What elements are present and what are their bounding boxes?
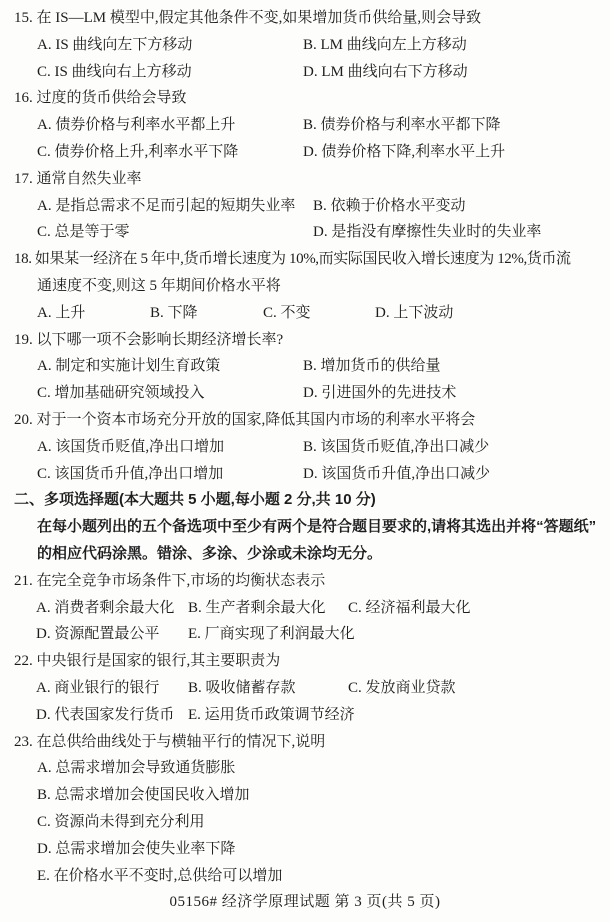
- question-17-options-row-2: [0, 219, 610, 246]
- page-footer: 05156# 经济学原理试题 第 3 页(共 5 页): [169, 894, 441, 911]
- section-2-title: 二、多项选择题(本大题共 5 小题,每小题 2 分,共 10 分): [14, 491, 376, 509]
- question-22-option-e: E. 运用货币政策调节经济: [188, 706, 355, 723]
- question-20-option-a: A. 该国货币贬值,净出口增加: [37, 438, 225, 455]
- question-22-options-row-1: [0, 675, 610, 702]
- question-21-options-row-1: [0, 595, 610, 622]
- question-17-option-b: B. 依赖于价格水平变动: [313, 197, 466, 214]
- question-18-option-c: C. 不变: [263, 304, 311, 321]
- question-20-options-row-2: [0, 461, 610, 488]
- question-22-option-c: C. 发放商业贷款: [348, 679, 456, 696]
- question-16-option-a: A. 债券价格与利率水平都上升: [37, 117, 236, 134]
- question-17-option-a: A. 是指总需求不足而引起的短期失业率: [37, 197, 296, 214]
- question-19-option-d: D. 引进国外的先进技术: [303, 385, 457, 402]
- question-16-option-b: B. 债券价格与利率水平都下降: [303, 117, 501, 134]
- question-21-stem: 21. 在完全竞争市场条件下,市场的均衡状态表示: [14, 572, 326, 589]
- question-15-stem: 15. 在 IS—LM 模型中,假定其他条件不变,如果增加货币供给量,则会导致: [14, 10, 482, 26]
- question-21-option-b: B. 生产者剩余最大化: [188, 599, 326, 616]
- question-15-option-a: A. IS 曲线向左下方移动: [37, 36, 193, 53]
- question-18-stem-line-2: 通速度不变,则这 5 年期间价格水平将: [37, 277, 281, 294]
- section-2-instruction-line-2: 的相应代码涂黑。错涂、多涂、少涂或未涂均无分。: [37, 544, 383, 562]
- section-2-instruction-line-1: 在每小题列出的五个备选项中至少有两个是符合题目要求的,请将其选出并将“答题纸”: [37, 518, 597, 536]
- question-20-options-row-1: [0, 434, 610, 461]
- question-17-options-row-1: [0, 193, 610, 220]
- question-18-options-row: [0, 300, 610, 327]
- question-18-stem-line-1: 18. 如果某一经济在 5 年中,货币增长速度为 10%,而实际国民收入增长速度为 12%,货币流: [14, 251, 571, 268]
- question-21-options-row-2: [0, 621, 610, 648]
- question-15-option-b: B. LM 曲线向左上方移动: [303, 36, 467, 53]
- question-23-option-e: E. 在价格水平不变时,总供给可以增加: [37, 867, 283, 884]
- question-19-option-c: C. 增加基础研究领域投入: [37, 385, 205, 402]
- question-15-option-d: D. LM 曲线向右下方移动: [303, 63, 468, 80]
- question-17-stem: 17. 通常自然失业率: [14, 170, 142, 187]
- question-19-options-row-1: [0, 353, 610, 380]
- question-21-option-c: C. 经济福利最大化: [348, 599, 471, 616]
- question-15-options-row-2: [0, 59, 610, 86]
- question-15-options-row-1: [0, 32, 610, 59]
- question-19-stem: 19. 以下哪一项不会影响长期经济增长率?: [14, 331, 284, 348]
- question-16-option-d: D. 债券价格下降,利率水平上升: [303, 143, 506, 160]
- question-15-option-c: C. IS 曲线向右上方移动: [37, 63, 192, 80]
- question-20-option-b: B. 该国货币贬值,净出口减少: [303, 438, 490, 455]
- question-19-option-b: B. 增加货币的供给量: [303, 358, 441, 375]
- question-17-option-c: C. 总是等于零: [37, 224, 130, 241]
- question-19-option-a: A. 制定和实施计划生育政策: [37, 358, 221, 375]
- question-22-stem: 22. 中央银行是国家的银行,其主要职责为: [14, 653, 281, 670]
- question-16-options-row-1: [0, 112, 610, 139]
- question-20-option-c: C. 该国货币升值,净出口增加: [37, 465, 224, 482]
- question-18-option-b: B. 下降: [150, 304, 198, 321]
- question-21-option-a: A. 消费者剩余最大化: [36, 599, 175, 616]
- question-23-option-d: D. 总需求增加会使失业率下降: [37, 840, 236, 857]
- question-22-option-d: D. 代表国家发行货币: [36, 706, 175, 723]
- question-22-options-row-2: [0, 702, 610, 729]
- question-17-option-d: D. 是指没有摩擦性失业时的失业率: [313, 224, 542, 241]
- question-23-option-b: B. 总需求增加会使国民收入增加: [37, 787, 250, 804]
- question-16-option-c: C. 债券价格上升,利率水平下降: [37, 143, 239, 160]
- question-22-option-b: B. 吸收储蓄存款: [188, 679, 296, 696]
- question-16-stem: 16. 过度的货币供给会导致: [14, 90, 187, 107]
- question-20-stem: 20. 对于一个资本市场充分开放的国家,降低其国内市场的利率水平将会: [14, 411, 476, 428]
- question-18-option-d: D. 上下波动: [375, 304, 454, 321]
- question-21-option-d: D. 资源配置最公平: [36, 626, 160, 643]
- question-16-options-row-2: [0, 139, 610, 166]
- question-23-option-a: A. 总需求增加会导致通货膨胀: [37, 760, 236, 777]
- question-20-option-d: D. 该国货币升值,净出口减少: [303, 465, 491, 482]
- question-21-option-e: E. 厂商实现了利润最大化: [188, 626, 355, 643]
- question-19-options-row-2: [0, 380, 610, 407]
- question-23-stem: 23. 在总供给曲线处于与横轴平行的情况下,说明: [14, 733, 326, 750]
- question-23-option-c: C. 资源尚未得到充分利用: [37, 813, 205, 830]
- question-22-option-a: A. 商业银行的银行: [36, 679, 160, 696]
- question-18-option-a: A. 上升: [37, 304, 86, 321]
